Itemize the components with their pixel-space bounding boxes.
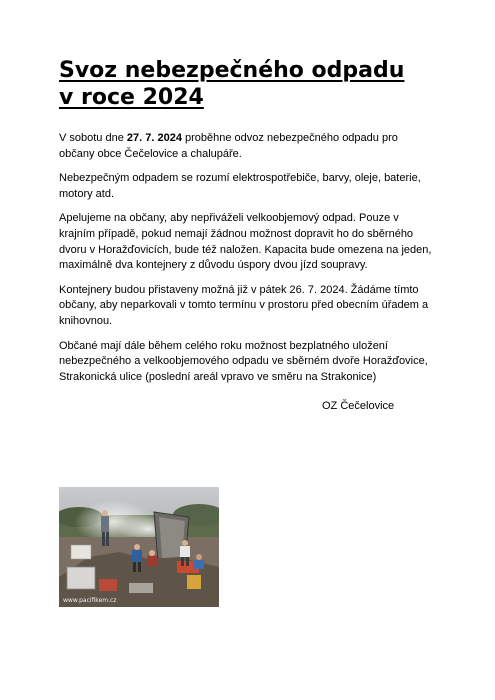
paragraph-bulky-waste-appeal: Apelujeme na občany, aby nepřiváželi velkoobjemový odpad. Pouze v krajním případě, pokud nemají žádnou možnost dopravit ho do sběrného dvoru v Horažďovicích, bude též naložen. Kapacita bude omezena na jeden, maximálně dva kontejnery z důvodu úspory dvou jízd soupravy. [59, 212, 432, 272]
paragraph-date-before: V sobotu dne [59, 132, 127, 144]
paragraph-date [59, 131, 434, 162]
document-body [59, 131, 434, 394]
paragraph-hazardous-definition: Nebezpečným odpadem se rozumí elektrospotřebiče, barvy, oleje, baterie, motory atd. [59, 172, 421, 200]
paragraph-containers: Kontejnery budou přistaveny možná již v pátek 26. 7. 2024. Žádáme tímto občany, aby neparkovali v tomto termínu v prostoru před obecním úřadem a knihovnou. [59, 283, 429, 327]
waste-collection-photo [59, 487, 219, 607]
paragraph-collection-yard: Občané mají dále během celého roku možnost bezplatného uložení nebezpečného a velkoobjemového odpadu ve sběrném dvoře Horažďovice, Strakonická ulice (poslední areál vpravo ve směru na Strakonice) [59, 339, 428, 383]
waste-collection-illustration [59, 487, 219, 607]
title-line-2: v roce 2024 [59, 85, 204, 110]
collection-date: 27. 7. 2024 [126, 132, 182, 144]
page-title [59, 57, 439, 111]
photo-watermark: www.pacifikem.cz [63, 597, 117, 604]
title-line-1: Svoz nebezpečného odpadu [59, 58, 405, 83]
signature: OZ Čečelovice [322, 400, 395, 412]
paragraph-date-after: proběhne odvoz nebezpečného odpadu pro občany obce Čečelovice a chalupáře. [59, 132, 398, 160]
